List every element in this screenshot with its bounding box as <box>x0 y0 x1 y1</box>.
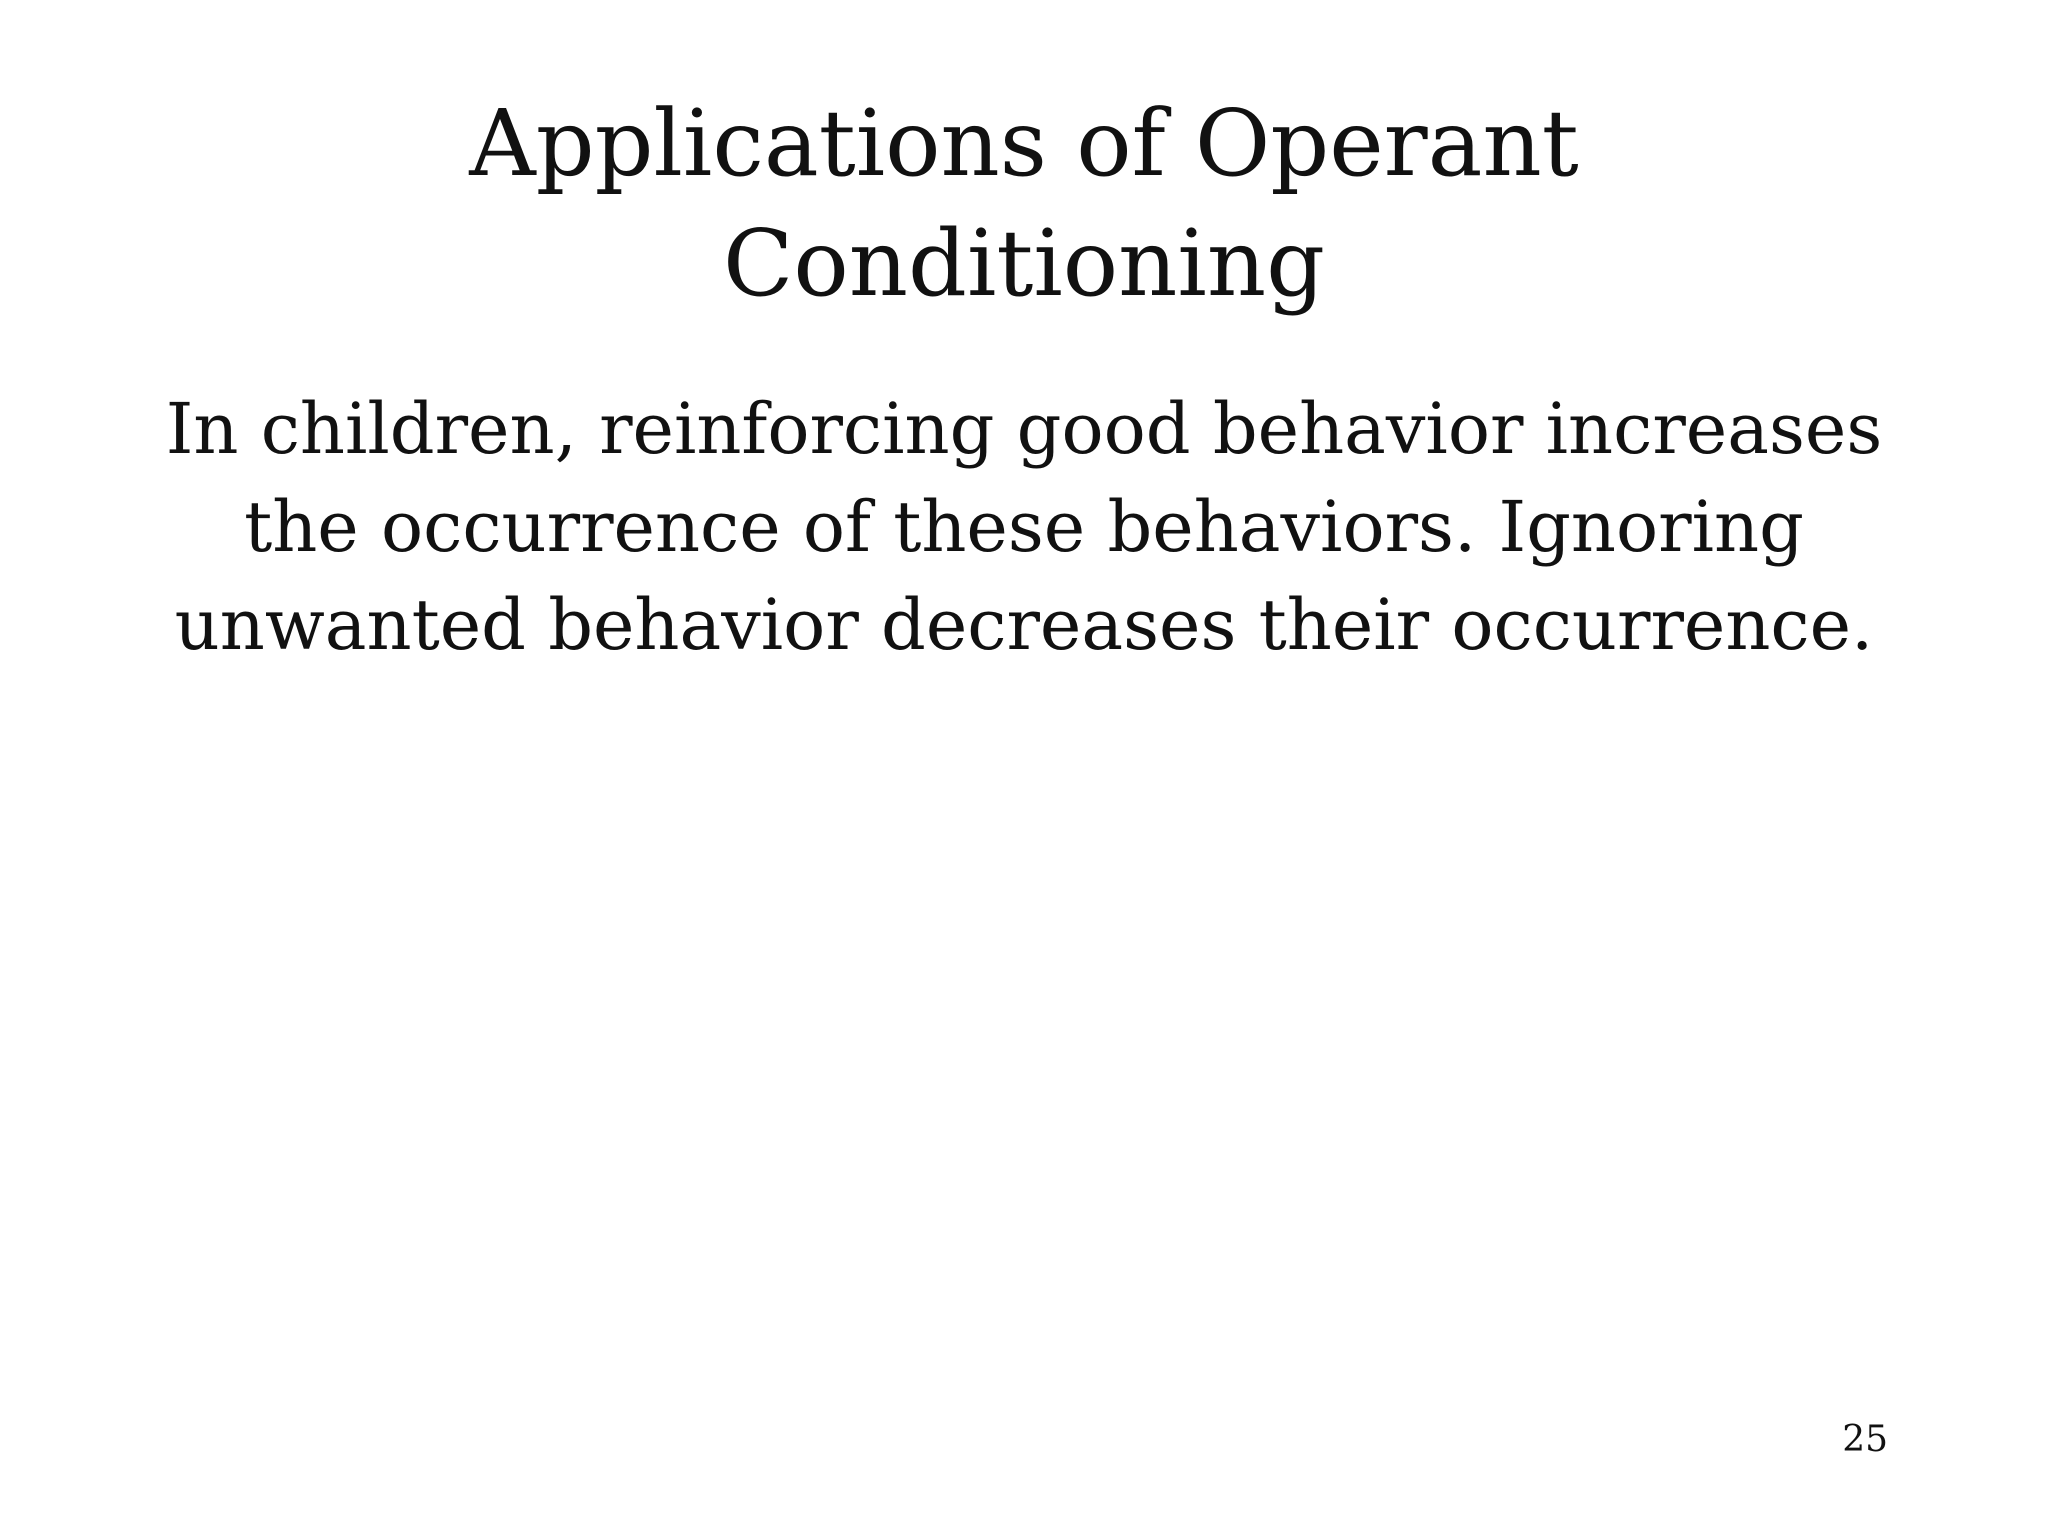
body-line-2: the occurrence of these behaviors. Ignoring <box>244 486 1804 568</box>
slide-title <box>0 84 2048 324</box>
body-line-3: unwanted behavior decreases their occurrence. <box>174 584 1874 666</box>
slide-title-line-2: Conditioning <box>723 210 1325 317</box>
slide-body-text <box>150 380 1898 674</box>
page-number: 25 <box>1842 1419 1888 1460</box>
body-line-1: In children, reinforcing good behavior increases <box>165 388 1883 470</box>
slide-title-line-1: Applications of Operant <box>469 90 1579 197</box>
